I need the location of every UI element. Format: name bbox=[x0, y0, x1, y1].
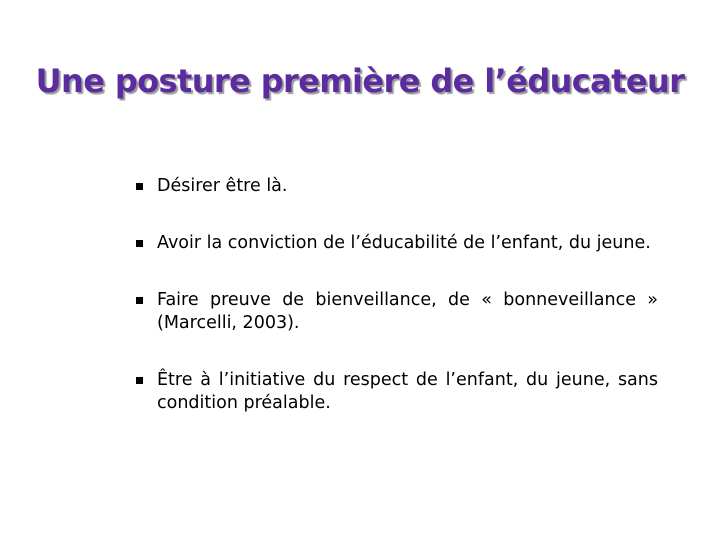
square-bullet-icon bbox=[136, 240, 143, 247]
bullet-item bbox=[136, 289, 658, 335]
bullet-text: Être à l’initiative du respect de l’enfant, du jeune, sans condition préalable. bbox=[157, 370, 658, 413]
bullet-item bbox=[136, 369, 658, 415]
bullet-text: Désirer être là. bbox=[157, 176, 288, 196]
bullet-item bbox=[136, 232, 658, 255]
slide-title: Une posture première de l’éducateur bbox=[35, 62, 685, 100]
bullet-text: Faire preuve de bienveillance, de « bonneveillance » (Marcelli, 2003). bbox=[157, 290, 658, 333]
bullet-text: Avoir la conviction de l’éducabilité de l’enfant, du jeune. bbox=[157, 233, 651, 253]
bullet-list bbox=[136, 175, 658, 415]
square-bullet-icon bbox=[136, 377, 143, 384]
bullet-item bbox=[136, 175, 658, 198]
square-bullet-icon bbox=[136, 183, 143, 190]
square-bullet-icon bbox=[136, 297, 143, 304]
